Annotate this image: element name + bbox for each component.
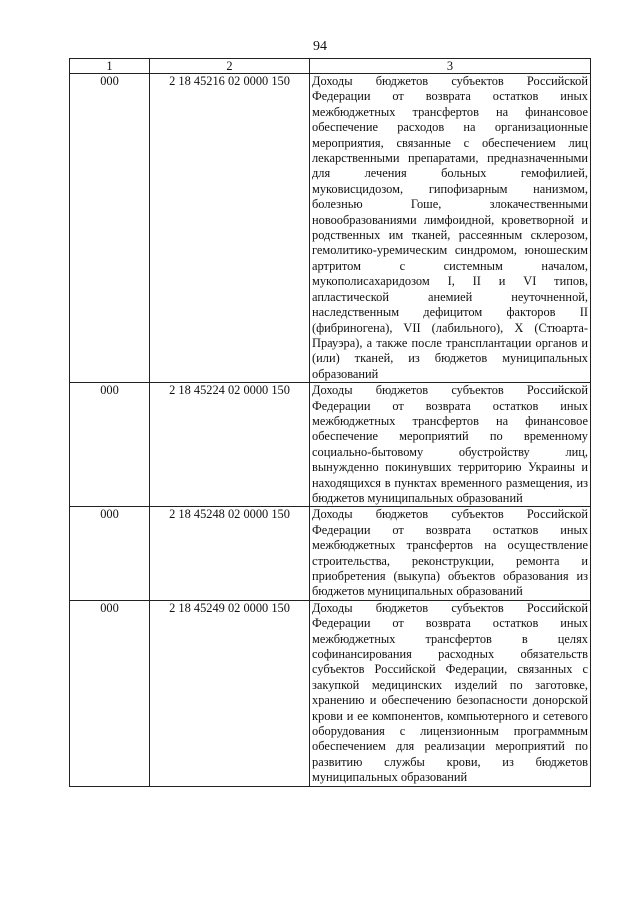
budget-classification-code-cell: 2 18 45224 02 0000 150 — [150, 383, 310, 507]
admin-code-cell: 000 — [70, 600, 150, 786]
table-row — [70, 600, 591, 786]
admin-code-cell: 000 — [70, 507, 150, 600]
revenue-description-cell: Доходы бюджетов субъектов Российской Федерации от возврата остатков иных межбюджетных трансфертов на финансовое обеспечение мероприятий по временному социально-бытовому обустройству лиц, вынужденно покинувших территорию Украины и находящихся в пунктах временного размещения, из бюджетов муниципальных образований — [310, 383, 591, 507]
budget-classification-code-cell: 2 18 45249 02 0000 150 — [150, 600, 310, 786]
table-header-row — [70, 59, 591, 74]
admin-code-cell: 000 — [70, 74, 150, 383]
budget-classification-code-cell: 2 18 45248 02 0000 150 — [150, 507, 310, 600]
budget-revenue-table — [69, 58, 591, 787]
revenue-description-cell: Доходы бюджетов субъектов Российской Федерации от возврата остатков иных межбюджетных трансфертов в целях софинансирования расходных обязательств субъектов Российской Федерации, связанных с закупкой медицинских изделий по заготовке, хранению и обеспечению безопасности донорской крови и ее компонентов, компьютерного и сетевого оборудования с лицензионным программным обеспечением для реализации мероприятий по развитию службы крови, из бюджетов муниципальных образований — [310, 600, 591, 786]
column-header-2: 2 — [150, 59, 310, 74]
column-header-1: 1 — [70, 59, 150, 74]
column-header-3: 3 — [310, 59, 591, 74]
revenue-description-cell: Доходы бюджетов субъектов Российской Федерации от возврата остатков иных межбюджетных трансфертов на финансовое обеспечение расходов на организационные мероприятия, связанные с обеспечением лиц лекарственными препаратами, предназначенными для лечения больных гемофилией, муковисцидозом, гипофизарным нанизмом, болезнью Гоше, злокачественными новообразованиями лимфоидной, кроветворной и родственных им тканей, рассеянным склерозом, гемолитико-уремическим синдромом, юношеским артритом с системным началом, мукополисахаридозом I, II и VI типов, апластической анемией неуточненной, наследственным дефицитом факторов II (фибриногена), VII (лабильного), X (Стюарта-Прауэра), а также после трансплантации органов и (или) тканей, из бюджетов муниципальных образований — [310, 74, 591, 383]
table-row — [70, 383, 591, 507]
revenue-description-cell: Доходы бюджетов субъектов Российской Федерации от возврата остатков иных межбюджетных трансфертов на осуществление строительства, реконструкции, ремонта и приобретения (выкупа) объектов образования из бюджетов муниципальных образований — [310, 507, 591, 600]
admin-code-cell: 000 — [70, 383, 150, 507]
table-row — [70, 507, 591, 600]
budget-classification-code-cell: 2 18 45216 02 0000 150 — [150, 74, 310, 383]
table-row — [70, 74, 591, 383]
page-number: 94 — [313, 39, 327, 54]
